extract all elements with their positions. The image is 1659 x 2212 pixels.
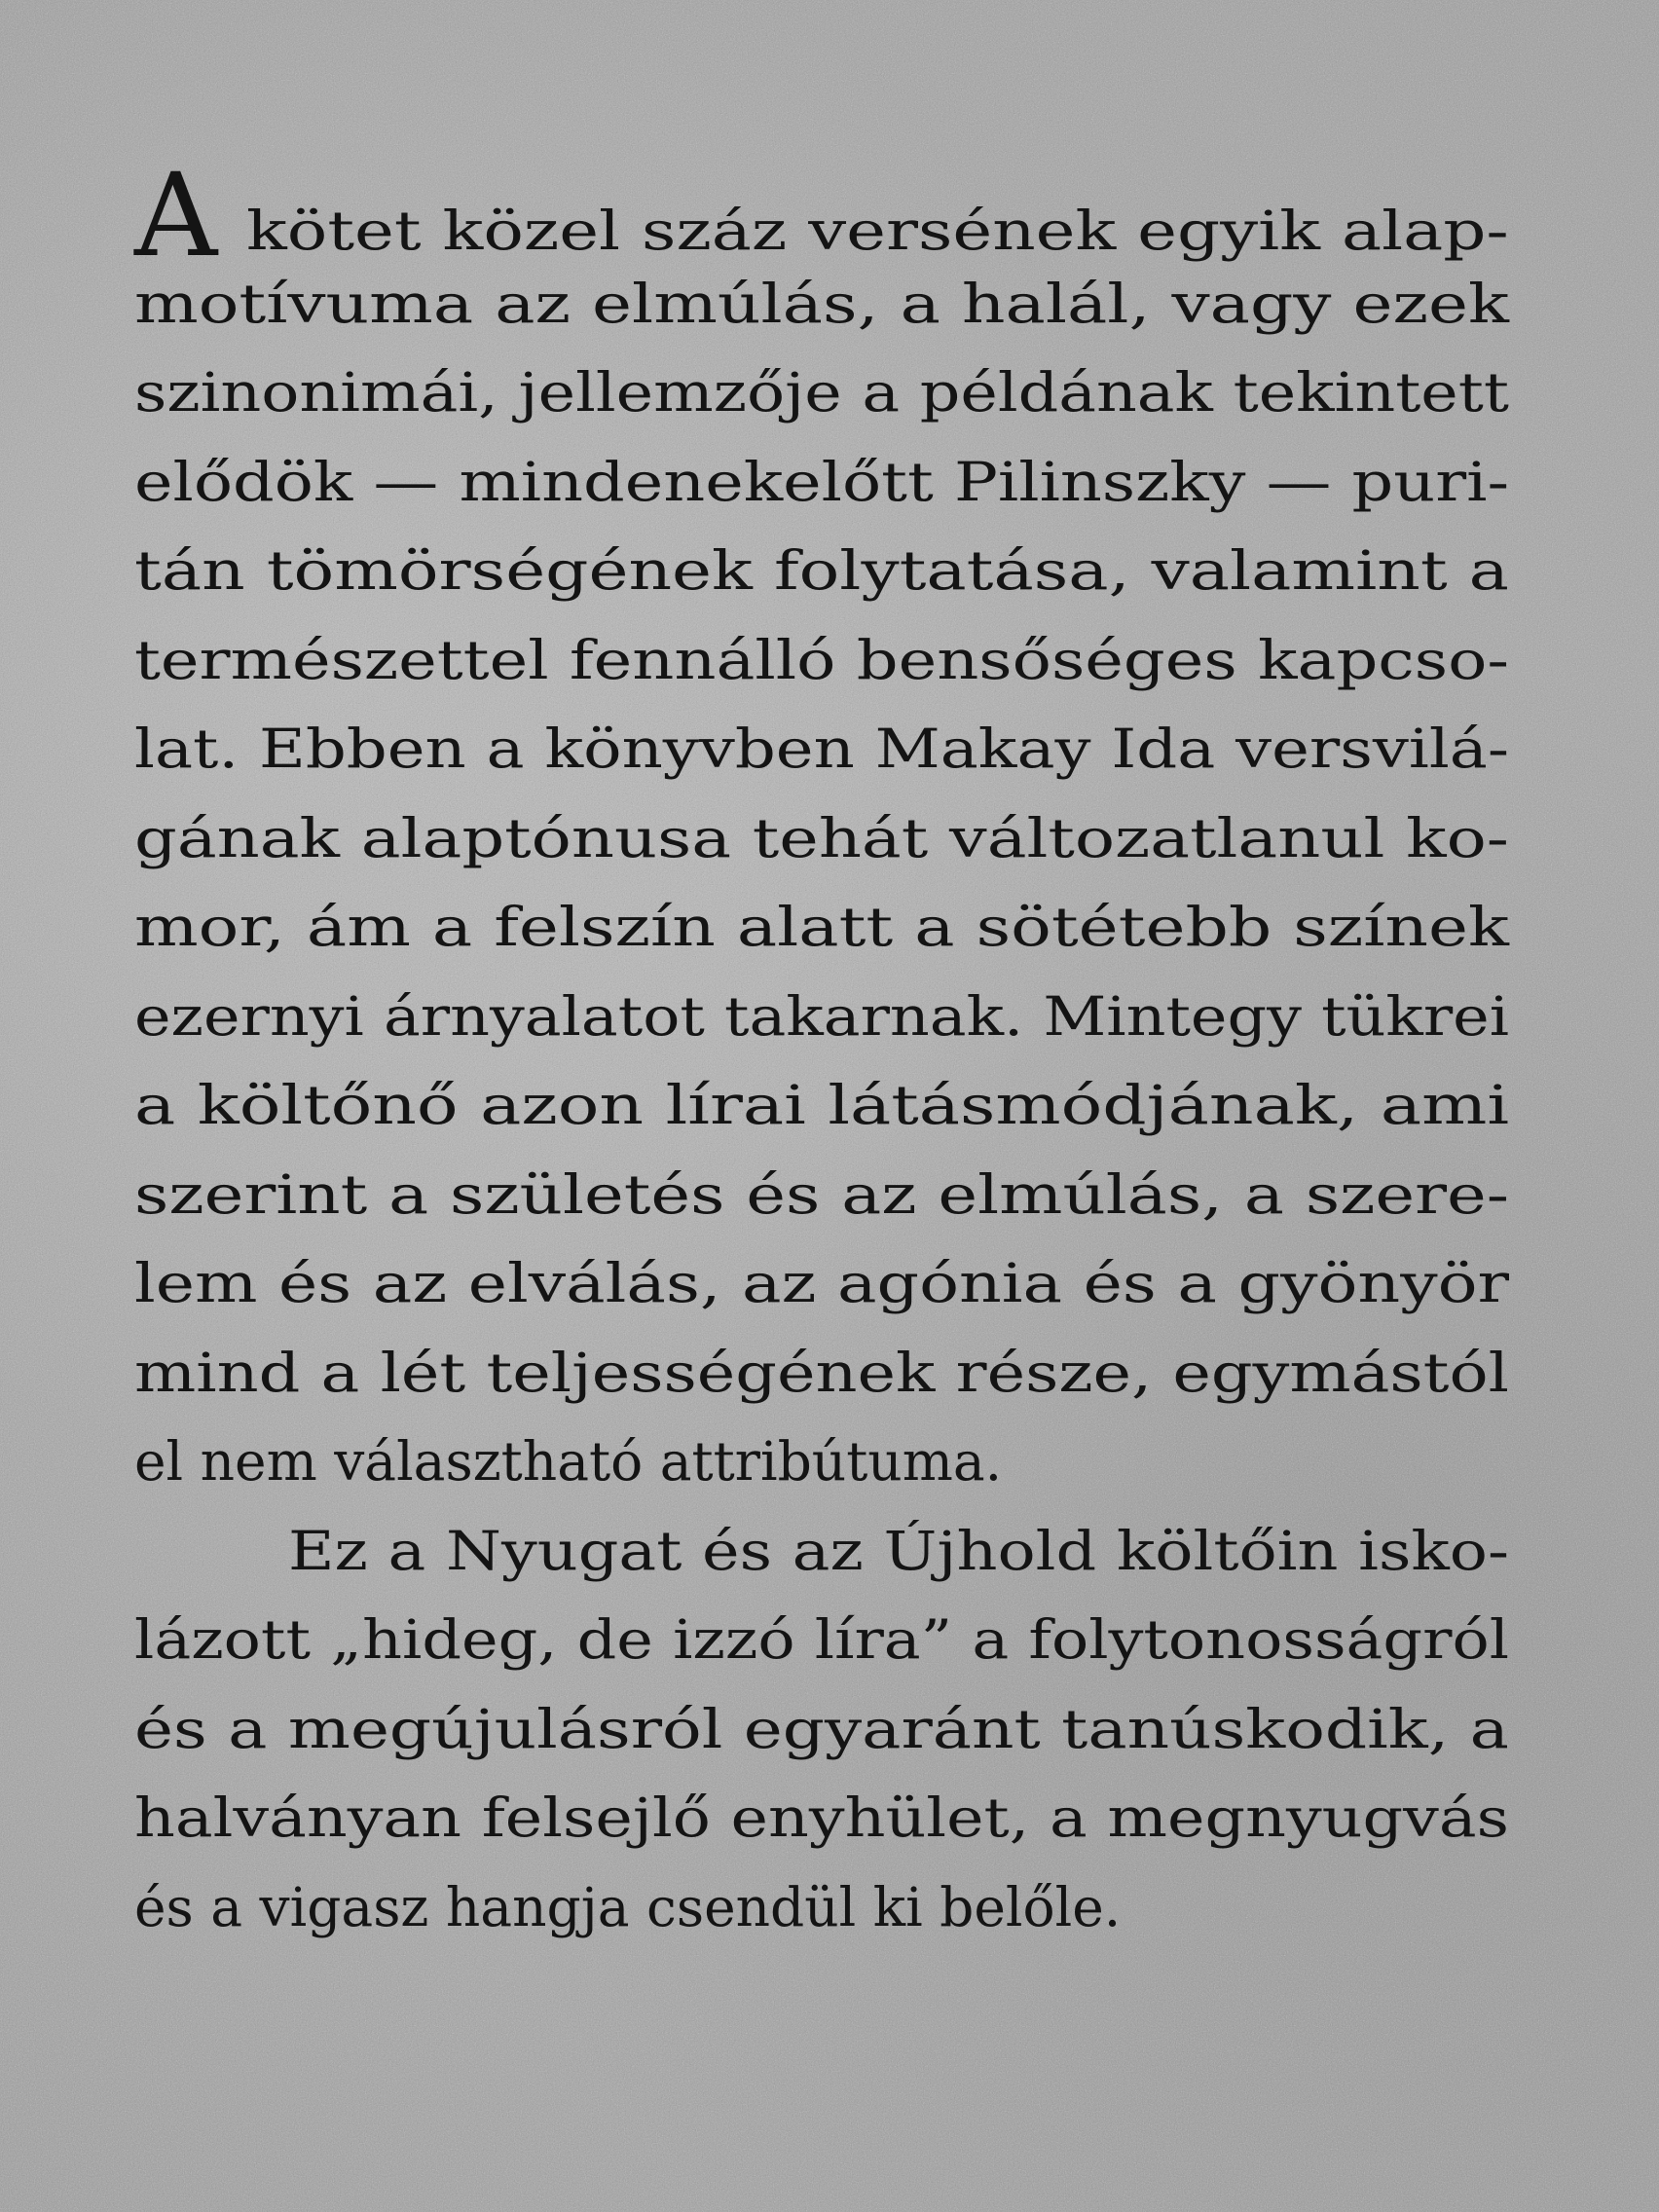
text-line [134, 1329, 1509, 1419]
line-text: gának alaptónusa tehát változatlanul ko- [134, 806, 1509, 869]
line-text: lem és az elválás, az agónia és a gyönyör [134, 1252, 1510, 1314]
line-text: ezernyi árnyalatot takarnak. Mintegy tükrei [134, 984, 1510, 1048]
line-text: szerint a születés és az elmúlás, a szere- [134, 1162, 1510, 1226]
text-line [134, 1061, 1509, 1151]
line-text: el nem választható attribútuma. [134, 1430, 1003, 1493]
text-line [134, 438, 1509, 528]
text-line [134, 616, 1509, 706]
line-text: lázott „hideg, de izzó líra” a folytonosságról [134, 1608, 1510, 1671]
text-line [134, 973, 1509, 1062]
document-page [134, 148, 1510, 1952]
text-line [134, 1507, 1509, 1597]
line-text: halványan felsejlő enyhület, a megnyugvás [134, 1787, 1509, 1849]
text-line [134, 705, 1509, 794]
line-text: tán tömörségének folytatása, valamint a [134, 539, 1509, 602]
text-line [134, 1151, 1509, 1240]
line-text: és a vigasz hangja csendül ki belőle. [134, 1875, 1122, 1938]
text-line [134, 260, 1509, 350]
line-text: Ez a Nyugat és az Újhold költőin isko- [288, 1519, 1510, 1582]
text-line [134, 1239, 1509, 1329]
line-text: elődök — mindenekelőtt Pilinszky — puri- [134, 450, 1510, 513]
text-line [134, 349, 1509, 438]
line-text: lat. Ebben a könyvben Makay Ida versvilá- [134, 718, 1510, 780]
drop-cap: A [134, 148, 218, 282]
text-line [134, 794, 1509, 884]
line-text: és a megújulásról egyaránt tanúskodik, a [134, 1697, 1509, 1760]
line-text: mor, ám a felszín alatt a sötétebb színek [134, 896, 1509, 958]
text-line [134, 527, 1509, 616]
text-line [134, 148, 1509, 282]
line-text: motívuma az elmúlás, a halál, vagy ezek [134, 272, 1509, 335]
line-text: természettel fennálló bensőséges kapcso- [134, 628, 1510, 691]
text-line [134, 883, 1509, 973]
text-line [134, 1774, 1509, 1863]
line-text: szinonimái, jellemzője a példának tekintett [134, 361, 1510, 424]
text-line [134, 1863, 1509, 1953]
text-line [134, 1596, 1509, 1685]
text-line [134, 1418, 1509, 1507]
line-text: kötet közel száz versének egyik alap- [246, 200, 1509, 262]
line-text: mind a lét teljességének része, egymástól [134, 1341, 1510, 1404]
line-text: a költőnő azon lírai látásmódjának, ami [134, 1074, 1510, 1136]
text-line [134, 1685, 1509, 1775]
